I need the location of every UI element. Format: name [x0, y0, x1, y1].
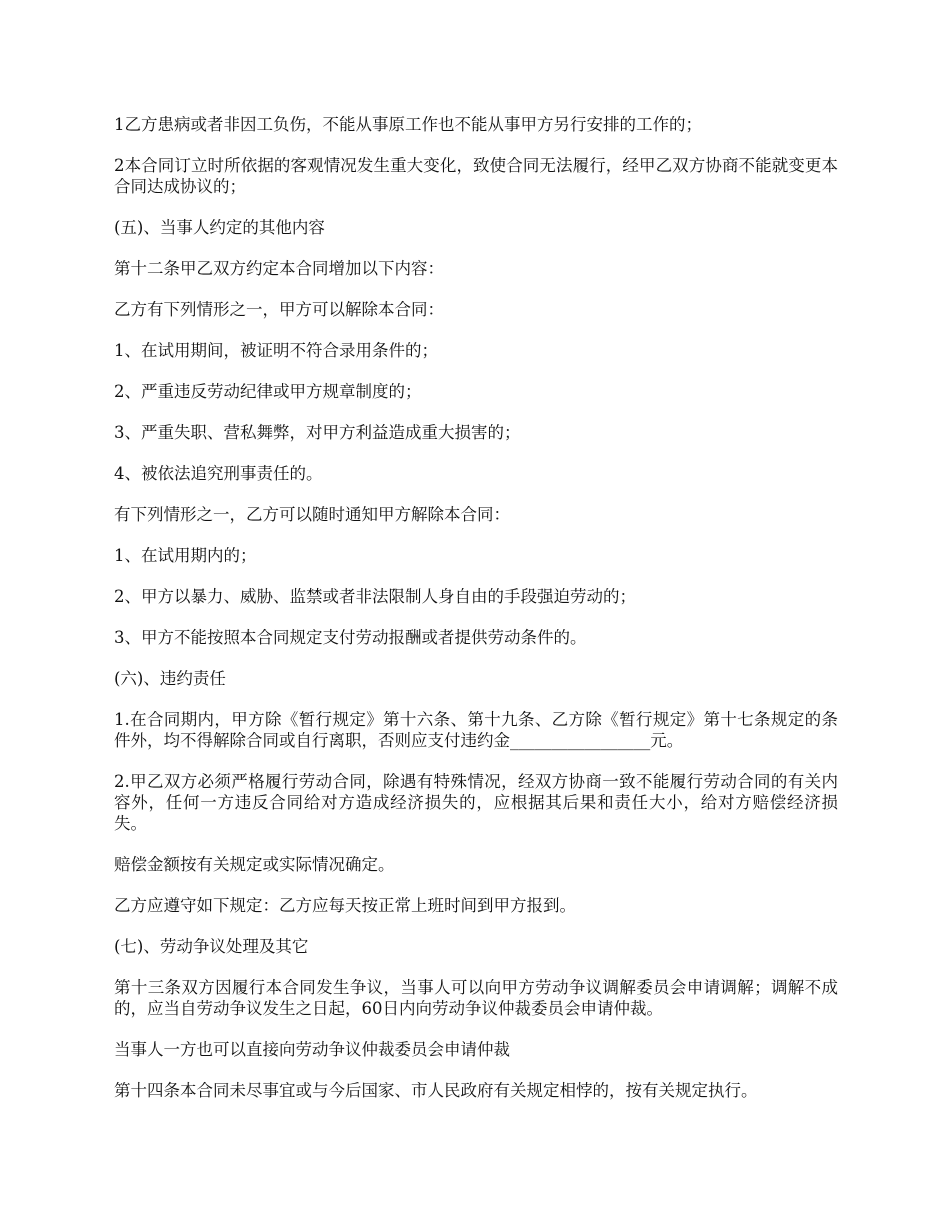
list-item: 1、在试用期内的；: [114, 546, 257, 565]
list-item: 4、被依法追究刑事责任的。: [114, 464, 323, 483]
arbitration-paragraph: 当事人一方也可以直接向劳动争议仲裁委员会申请仲裁: [114, 1040, 510, 1059]
penalty-clause-1: 1.在合同期内，甲方除《暂行规定》第十六条、第十九条、乙方除《暂行规定》第十七条规定的条件外，均不得解除合同或自行离职，否则应支付违约金_________________元。: [114, 710, 838, 750]
document-body: [114, 114, 838, 1121]
compensation-paragraph: 赔偿金额按有关规定或实际情况确定。: [114, 855, 395, 874]
penalty-clause-2: 2.甲乙双方必须严格履行劳动合同，除遇有特殊情况，经双方协商一致不能履行劳动合同的有关内容外，任何一方违反合同给对方造成经济损失的，应根据其后果和责任大小，给对方赔偿经济损失。: [114, 772, 838, 833]
paragraph-employer-termination: 乙方有下列情形之一，甲方可以解除本合同：: [114, 300, 444, 319]
section-heading-5: (五)、当事人约定的其他内容: [114, 218, 325, 237]
attendance-paragraph: 乙方应遵守如下规定：乙方应每天按正常上班时间到甲方报到。: [114, 896, 576, 915]
list-item: 3、严重失职、营私舞弊，对甲方利益造成重大损害的；: [114, 423, 521, 442]
list-item: 2、严重违反劳动纪律或甲方规章制度的；: [114, 382, 422, 401]
list-item: 1、在试用期间，被证明不符合录用条件的；: [114, 341, 438, 360]
paragraph-1: 1乙方患病或者非因工负伤，不能从事原工作也不能从事甲方另行安排的工作的；: [114, 115, 702, 134]
list-item: 2、甲方以暴力、威胁、监禁或者非法限制人身自由的手段强迫劳动的；: [114, 587, 636, 606]
list-item: 3、甲方不能按照本合同规定支付劳动报酬或者提供劳动条件的。: [114, 628, 587, 647]
article-14: 第十四条本合同未尽事宜或与今后国家、市人民政府有关规定相悖的，按有关规定执行。: [114, 1081, 758, 1100]
article-13: 第十三条双方因履行本合同发生争议，当事人可以向甲方劳动争议调解委员会申请调解；调解不成的，应当自劳动争议发生之日起，60日内向劳动争议仲裁委员会申请仲裁。: [114, 978, 838, 1018]
section-heading-7: (七)、劳动争议处理及其它: [114, 937, 309, 956]
paragraph-2: 2本合同订立时所依据的客观情况发生重大变化，致使合同无法履行，经甲乙双方协商不能就变更本合同达成协议的；: [114, 156, 838, 196]
section-heading-6: (六)、违约责任: [114, 669, 226, 688]
article-12: 第十二条甲乙双方约定本合同增加以下内容：: [114, 259, 444, 278]
paragraph-employee-termination: 有下列情形之一，乙方可以随时通知甲方解除本合同：: [114, 505, 510, 524]
